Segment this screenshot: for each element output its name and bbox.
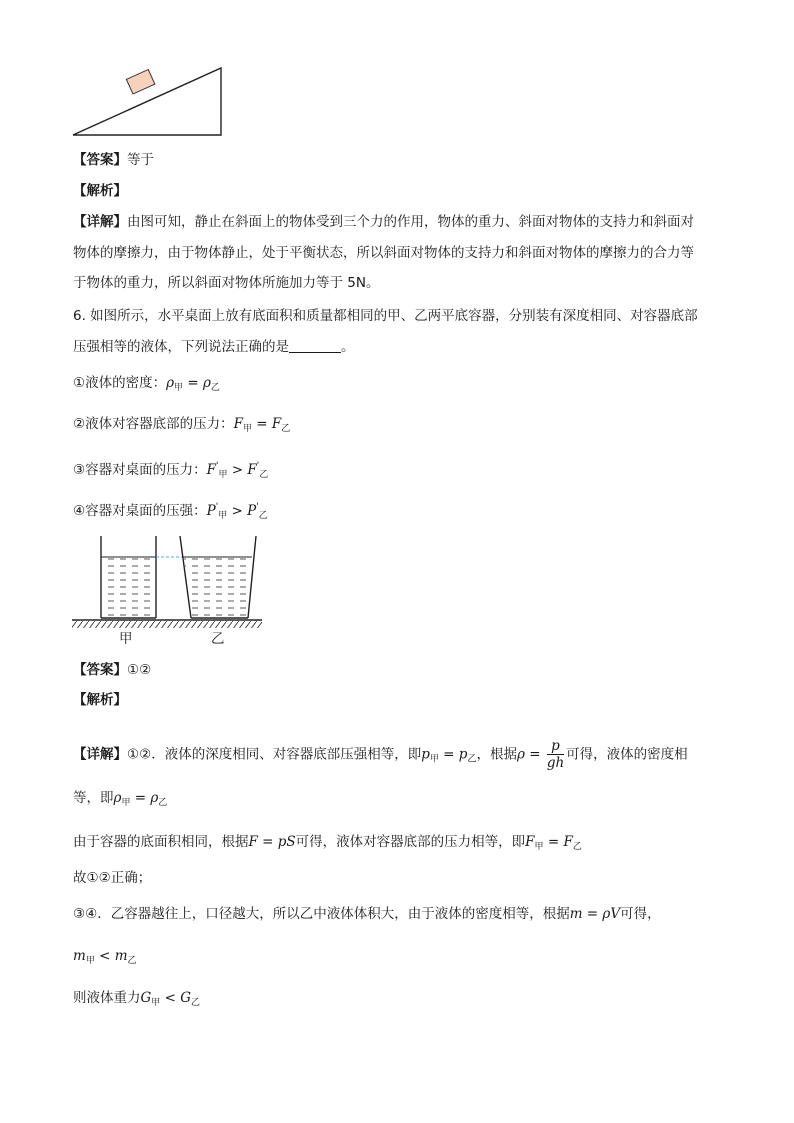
option-3 bbox=[73, 456, 268, 485]
math-formula: ρ = bbox=[516, 746, 545, 763]
math-symbol: P bbox=[247, 503, 257, 519]
q6-stem-line-2 bbox=[73, 337, 355, 357]
fraction-numerator: p bbox=[547, 738, 564, 755]
subscript: 甲 bbox=[242, 424, 252, 434]
operator: < bbox=[160, 990, 181, 1006]
stem-end: 。 bbox=[341, 339, 355, 355]
incline-figure bbox=[70, 64, 226, 138]
container-a bbox=[101, 536, 156, 618]
subscript: 乙 bbox=[127, 956, 137, 966]
math-symbol: P bbox=[206, 503, 216, 519]
math-symbol: F bbox=[271, 416, 282, 432]
q5-detail-line-2: 物体的摩擦力，由于物体静止，处于平衡状态，所以斜面对物体的支持力和斜面对物体的摩擦力的合力等 bbox=[73, 245, 694, 261]
math-symbol: ρ bbox=[150, 790, 159, 806]
fraction bbox=[547, 738, 564, 771]
subscript: 甲 bbox=[218, 470, 228, 480]
stem-text: 压强相等的液体，下列说法正确的是 bbox=[73, 339, 289, 355]
option-2 bbox=[73, 414, 290, 439]
prime-mark: ' bbox=[215, 461, 219, 471]
answer-text: ①② bbox=[127, 662, 152, 678]
q5-detail-line-1 bbox=[73, 212, 694, 232]
subscript: 甲 bbox=[85, 956, 95, 966]
math-formula: m = ρV bbox=[569, 906, 621, 922]
container-b bbox=[180, 536, 256, 618]
operator: < bbox=[94, 948, 115, 964]
math-symbol: ρ bbox=[202, 375, 211, 391]
answer-tag: 【答案】 bbox=[73, 662, 127, 678]
answer-tag: 【答案】 bbox=[73, 152, 127, 168]
detail-text: ③④．乙容器越往上，口径越大，所以乙中液体体积大，由于液体的密度相等，根据 bbox=[73, 906, 570, 922]
subscript: 乙 bbox=[259, 470, 269, 480]
subscript: 乙 bbox=[158, 798, 168, 808]
q6-detail-line-4: 故①②正确； bbox=[73, 870, 152, 886]
option-4 bbox=[73, 497, 268, 526]
q6-detail-line-2 bbox=[73, 788, 167, 813]
prime-mark: ' bbox=[256, 502, 259, 512]
detail-text: 可得， bbox=[620, 906, 661, 922]
subscript: 乙 bbox=[467, 754, 477, 765]
detail-text: 由于容器的底面积相同，根据 bbox=[73, 834, 249, 850]
option-1 bbox=[73, 373, 220, 398]
subscript: 甲 bbox=[174, 383, 184, 393]
operator: = bbox=[183, 375, 203, 391]
math-symbol: p bbox=[421, 746, 430, 763]
q6-detail-line-3 bbox=[73, 832, 582, 857]
math-symbol: F bbox=[233, 416, 243, 432]
detail-text: 由图可知，静止在斜面上的物体受到三个力的作用，物体的重力、斜面对物体的支持力和斜面对 bbox=[127, 214, 694, 230]
option-label: ①液体的密度： bbox=[73, 375, 167, 391]
math-symbol: F bbox=[206, 462, 216, 478]
subscript: 乙 bbox=[210, 383, 220, 393]
math-formula: F = pS bbox=[248, 834, 296, 850]
answer-text: 等于 bbox=[127, 152, 154, 168]
operator: = bbox=[543, 834, 564, 850]
label-yi: 乙 bbox=[211, 631, 225, 647]
containers-figure bbox=[70, 534, 266, 630]
math-symbol: F bbox=[563, 834, 573, 850]
q6-detail-line-7 bbox=[73, 988, 200, 1013]
option-label: ③容器对桌面的压力： bbox=[73, 462, 207, 478]
q5-answer-line bbox=[73, 150, 154, 170]
operator: = bbox=[252, 416, 272, 432]
q5-detail-line-3: 于物体的重力，所以斜面对物体所施加力等于 5N。 bbox=[73, 275, 380, 291]
math-symbol: m bbox=[73, 948, 86, 964]
prime-mark: ' bbox=[215, 502, 219, 512]
q6-detail-line-1 bbox=[73, 738, 688, 771]
subscript: 乙 bbox=[258, 511, 268, 521]
detail-tag: 【详解】 bbox=[73, 746, 127, 763]
operator: = bbox=[438, 746, 459, 763]
fraction-denominator: gh bbox=[546, 755, 565, 771]
math-symbol: G bbox=[140, 990, 152, 1006]
subscript: 甲 bbox=[151, 998, 161, 1008]
block-on-incline bbox=[126, 70, 154, 94]
prime-mark: ' bbox=[256, 461, 260, 471]
math-symbol: p bbox=[458, 746, 468, 763]
analysis-tag: 【解析】 bbox=[73, 692, 127, 708]
subscript: 乙 bbox=[281, 424, 291, 434]
answer-blank bbox=[289, 338, 341, 353]
math-symbol: F bbox=[525, 834, 535, 850]
operator: > bbox=[227, 462, 248, 478]
math-symbol: m bbox=[114, 948, 128, 964]
math-symbol: ρ bbox=[166, 375, 175, 391]
detail-text: ，根据 bbox=[476, 746, 517, 763]
q6-stem-line-1: 6. 如图所示，水平桌面上放有底面积和质量都相同的甲、乙两平底容器，分别装有深度相同、对容器底部 bbox=[73, 308, 698, 324]
operator: > bbox=[227, 503, 248, 519]
math-symbol: ρ bbox=[113, 790, 122, 806]
option-label: ②液体对容器底部的压力： bbox=[73, 416, 234, 432]
subscript: 甲 bbox=[218, 511, 228, 521]
detail-text: 可得，液体对容器底部的压力相等，即 bbox=[295, 834, 526, 850]
math-symbol: F bbox=[247, 462, 257, 478]
subscript: 乙 bbox=[191, 998, 201, 1008]
q6-detail-line-6 bbox=[73, 946, 137, 971]
detail-text: 可得，液体的密度相 bbox=[566, 746, 688, 763]
analysis-tag: 【解析】 bbox=[73, 183, 127, 199]
subscript: 甲 bbox=[121, 798, 131, 808]
label-jia: 甲 bbox=[119, 631, 133, 647]
math-symbol: G bbox=[180, 990, 192, 1006]
operator: = bbox=[130, 790, 151, 806]
detail-text: 等，即 bbox=[73, 790, 114, 806]
detail-tag: 【详解】 bbox=[73, 214, 127, 230]
subscript: 乙 bbox=[572, 842, 582, 852]
q6-detail-line-5 bbox=[73, 904, 661, 924]
subscript: 甲 bbox=[534, 842, 544, 852]
detail-text: 则液体重力 bbox=[73, 990, 141, 1006]
detail-text: ①②．液体的深度相同、对容器底部压强相等，即 bbox=[127, 746, 422, 763]
option-label: ④容器对桌面的压强： bbox=[73, 503, 207, 519]
subscript: 甲 bbox=[429, 754, 439, 765]
q6-answer-line bbox=[73, 660, 151, 680]
